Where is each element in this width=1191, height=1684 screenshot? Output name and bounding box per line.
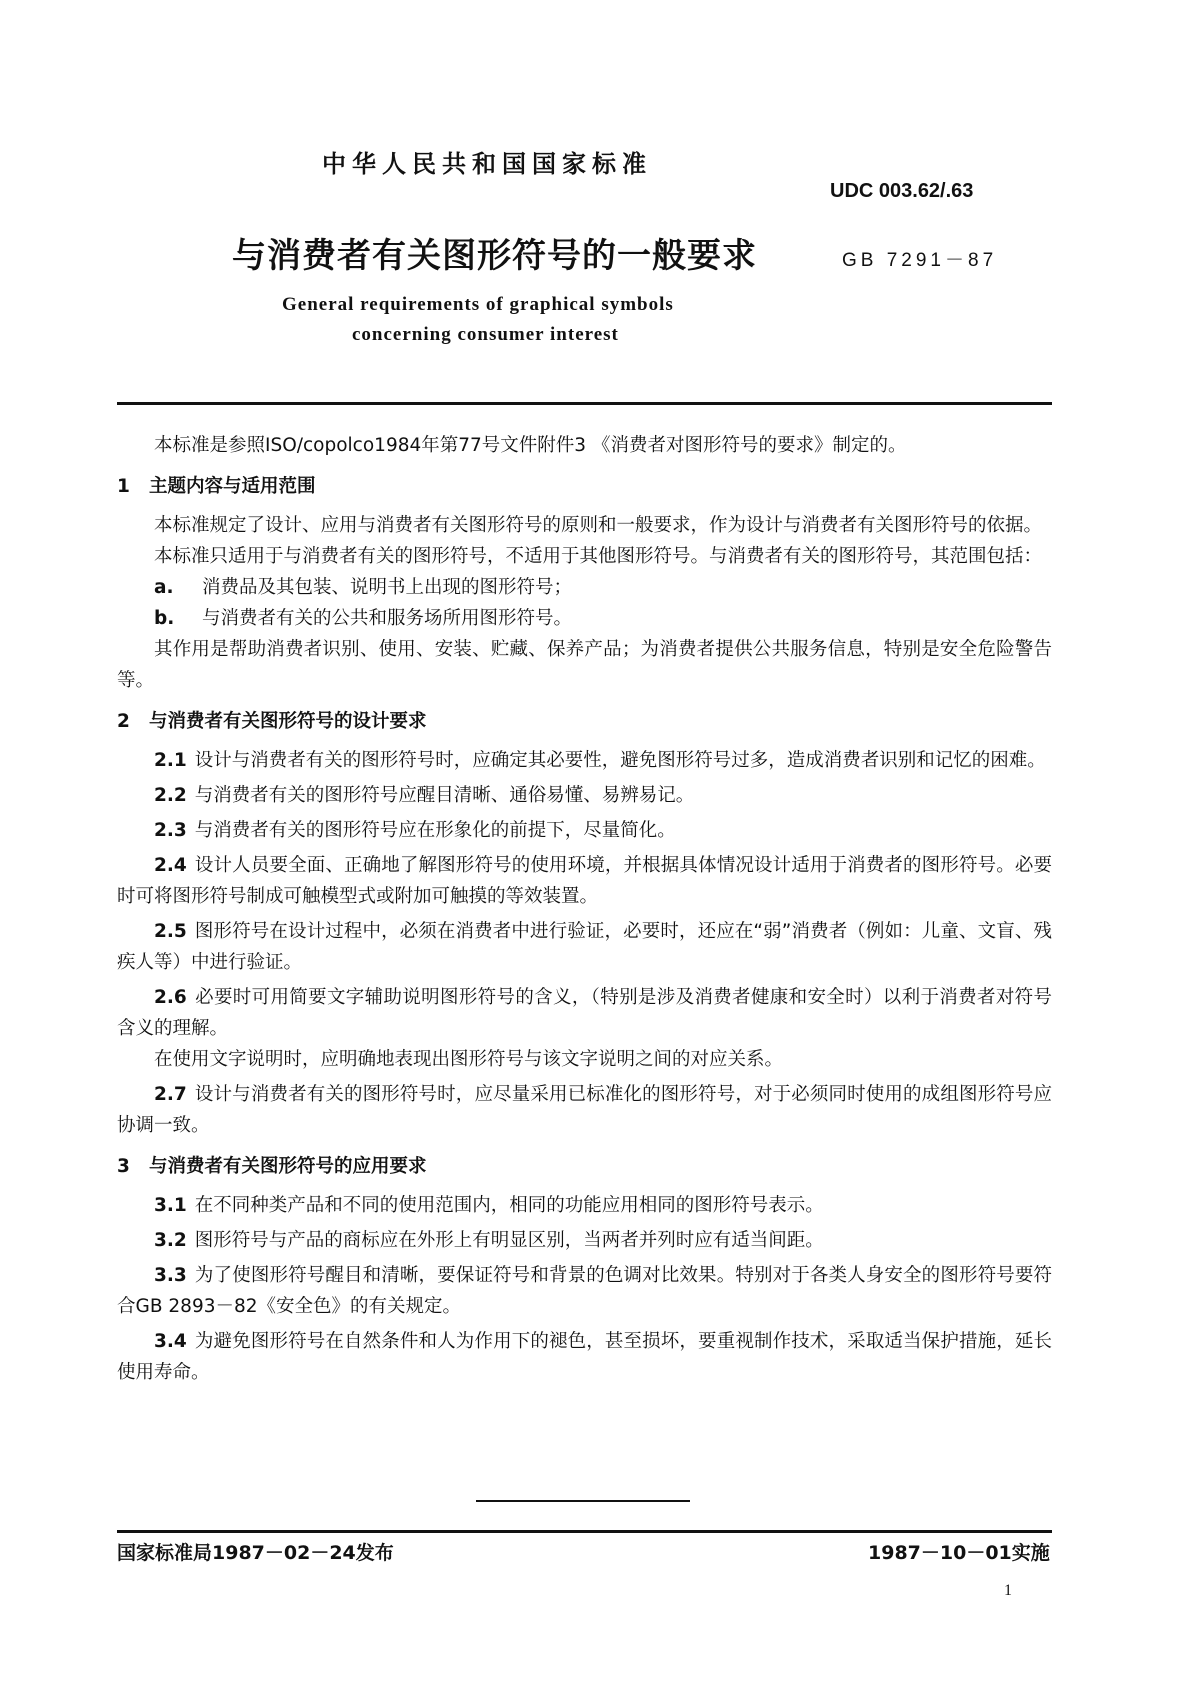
clause-number: 3.4 — [154, 1331, 187, 1352]
paragraph: 其作用是帮助消费者识别、使用、安装、贮藏、保养产品；为消费者提供公共服务信息，特别是安全危险警告等。 — [117, 639, 1052, 691]
paragraph: 本标准只适用于与消费者有关的图形符号，不适用于其他图形符号。与消费者有关的图形符号，其范围包括： — [154, 546, 1043, 567]
clause-number: 3.3 — [154, 1265, 187, 1286]
footer-divider — [117, 1530, 1052, 1533]
english-title-line2: concerning consumer interest — [352, 324, 619, 345]
list-text: 与消费者有关的公共和服务场所用图形符号。 — [202, 608, 573, 629]
intro-paragraph: 本标准是参照ISO/copolco1984年第77号文件附件3 《消费者对图形符号的要求》制定的。 — [154, 435, 907, 456]
paragraph: 在使用文字说明时，应明确地表现出图形符号与该文字说明之间的对应关系。 — [154, 1049, 784, 1070]
clause-number: 2.2 — [154, 785, 187, 806]
section-title: 与消费者有关图形符号的应用要求 — [149, 1156, 427, 1177]
clause-text: 为了使图形符号醒目和清晰，要保证符号和背景的色调对比效果。特别对于各类人身安全的图形符号要符合GB 2893－82《安全色》的有关规定。 — [117, 1265, 1052, 1317]
clause — [117, 1326, 1052, 1388]
list-item — [117, 603, 1052, 634]
clause-text: 设计与消费者有关的图形符号时，应确定其必要性，避免图形符号过多，造成消费者识别和记忆的困难。 — [194, 750, 1046, 771]
clause-number: 2.3 — [154, 820, 187, 841]
page-number: 1 — [1004, 1582, 1012, 1599]
section-title: 主题内容与适用范围 — [149, 476, 316, 497]
national-standard-heading: 中华人民共和国国家标准 — [322, 150, 652, 178]
clause — [117, 745, 1052, 776]
section-3-heading — [117, 1151, 1052, 1182]
clause-number: 2.1 — [154, 750, 187, 771]
section-title: 与消费者有关图形符号的设计要求 — [149, 711, 427, 732]
section-number: 1 — [117, 476, 130, 497]
clause — [117, 850, 1052, 912]
clause-number: 2.5 — [154, 921, 187, 942]
paragraph: 本标准规定了设计、应用与消费者有关图形符号的原则和一般要求，作为设计与消费者有关图形符号的依据。 — [154, 515, 1043, 536]
document-title: 与消费者有关图形符号的一般要求 — [232, 236, 757, 276]
clause — [117, 815, 1052, 846]
header-divider — [117, 402, 1052, 405]
clause — [117, 1079, 1052, 1141]
clause — [117, 1260, 1052, 1322]
section-number: 3 — [117, 1156, 130, 1177]
clause-text: 设计与消费者有关的图形符号时，应尽量采用已标准化的图形符号，对于必须同时使用的成组图形符号应协调一致。 — [117, 1084, 1052, 1136]
clause-number: 3.1 — [154, 1195, 187, 1216]
clause-text: 为避免图形符号在自然条件和人为作用下的褪色，甚至损坏，要重视制作技术，采取适当保护措施，延长使用寿命。 — [117, 1331, 1052, 1383]
clause-number: 2.4 — [154, 855, 187, 876]
section-1-heading — [117, 471, 1052, 502]
list-label: b. — [154, 608, 175, 629]
clause-number: 2.7 — [154, 1084, 187, 1105]
clause — [117, 982, 1052, 1044]
gb-number: GB 7291－87 — [842, 250, 998, 271]
section-number: 2 — [117, 711, 130, 732]
list-label: a. — [154, 577, 174, 598]
clause-text: 图形符号与产品的商标应在外形上有明显区别，当两者并列时应有适当间距。 — [194, 1230, 824, 1251]
section-2-heading — [117, 706, 1052, 737]
document-body — [117, 430, 1052, 1388]
clause-text: 设计人员要全面、正确地了解图形符号的使用环境，并根据具体情况设计适用于消费者的图形符号。必要时可将图形符号制成可触模型式或附加可触摸的等效装置。 — [117, 855, 1052, 907]
clause — [117, 1190, 1052, 1221]
clause — [117, 916, 1052, 978]
english-title-line1: General requirements of graphical symbols — [282, 294, 674, 315]
clause-text: 必要时可用简要文字辅助说明图形符号的含义，（特别是涉及消费者健康和安全时）以利于消费者对符号含义的理解。 — [117, 987, 1052, 1039]
clause-text: 在不同种类产品和不同的使用范围内，相同的功能应用相同的图形符号表示。 — [194, 1195, 824, 1216]
clause-text: 与消费者有关的图形符号应醒目清晰、通俗易懂、易辨易记。 — [194, 785, 695, 806]
udc-code: UDC 003.62/.63 — [830, 180, 974, 202]
publication-date: 国家标准局1987－02－24发布 — [117, 1542, 394, 1564]
clause-number: 2.6 — [154, 987, 187, 1008]
clause — [117, 1225, 1052, 1256]
clause-text: 与消费者有关的图形符号应在形象化的前提下，尽量简化。 — [194, 820, 676, 841]
clause — [117, 780, 1052, 811]
clause-text: 图形符号在设计过程中，必须在消费者中进行验证，必要时，还应在“弱”消费者（例如：儿童、文盲、残疾人等）中进行验证。 — [117, 921, 1052, 973]
end-of-text-rule — [476, 1500, 690, 1502]
list-text: 消费品及其包装、说明书上出现的图形符号； — [202, 577, 573, 598]
list-item — [117, 572, 1052, 603]
clause-number: 3.2 — [154, 1230, 187, 1251]
effective-date: 1987－10－01实施 — [868, 1542, 1050, 1564]
